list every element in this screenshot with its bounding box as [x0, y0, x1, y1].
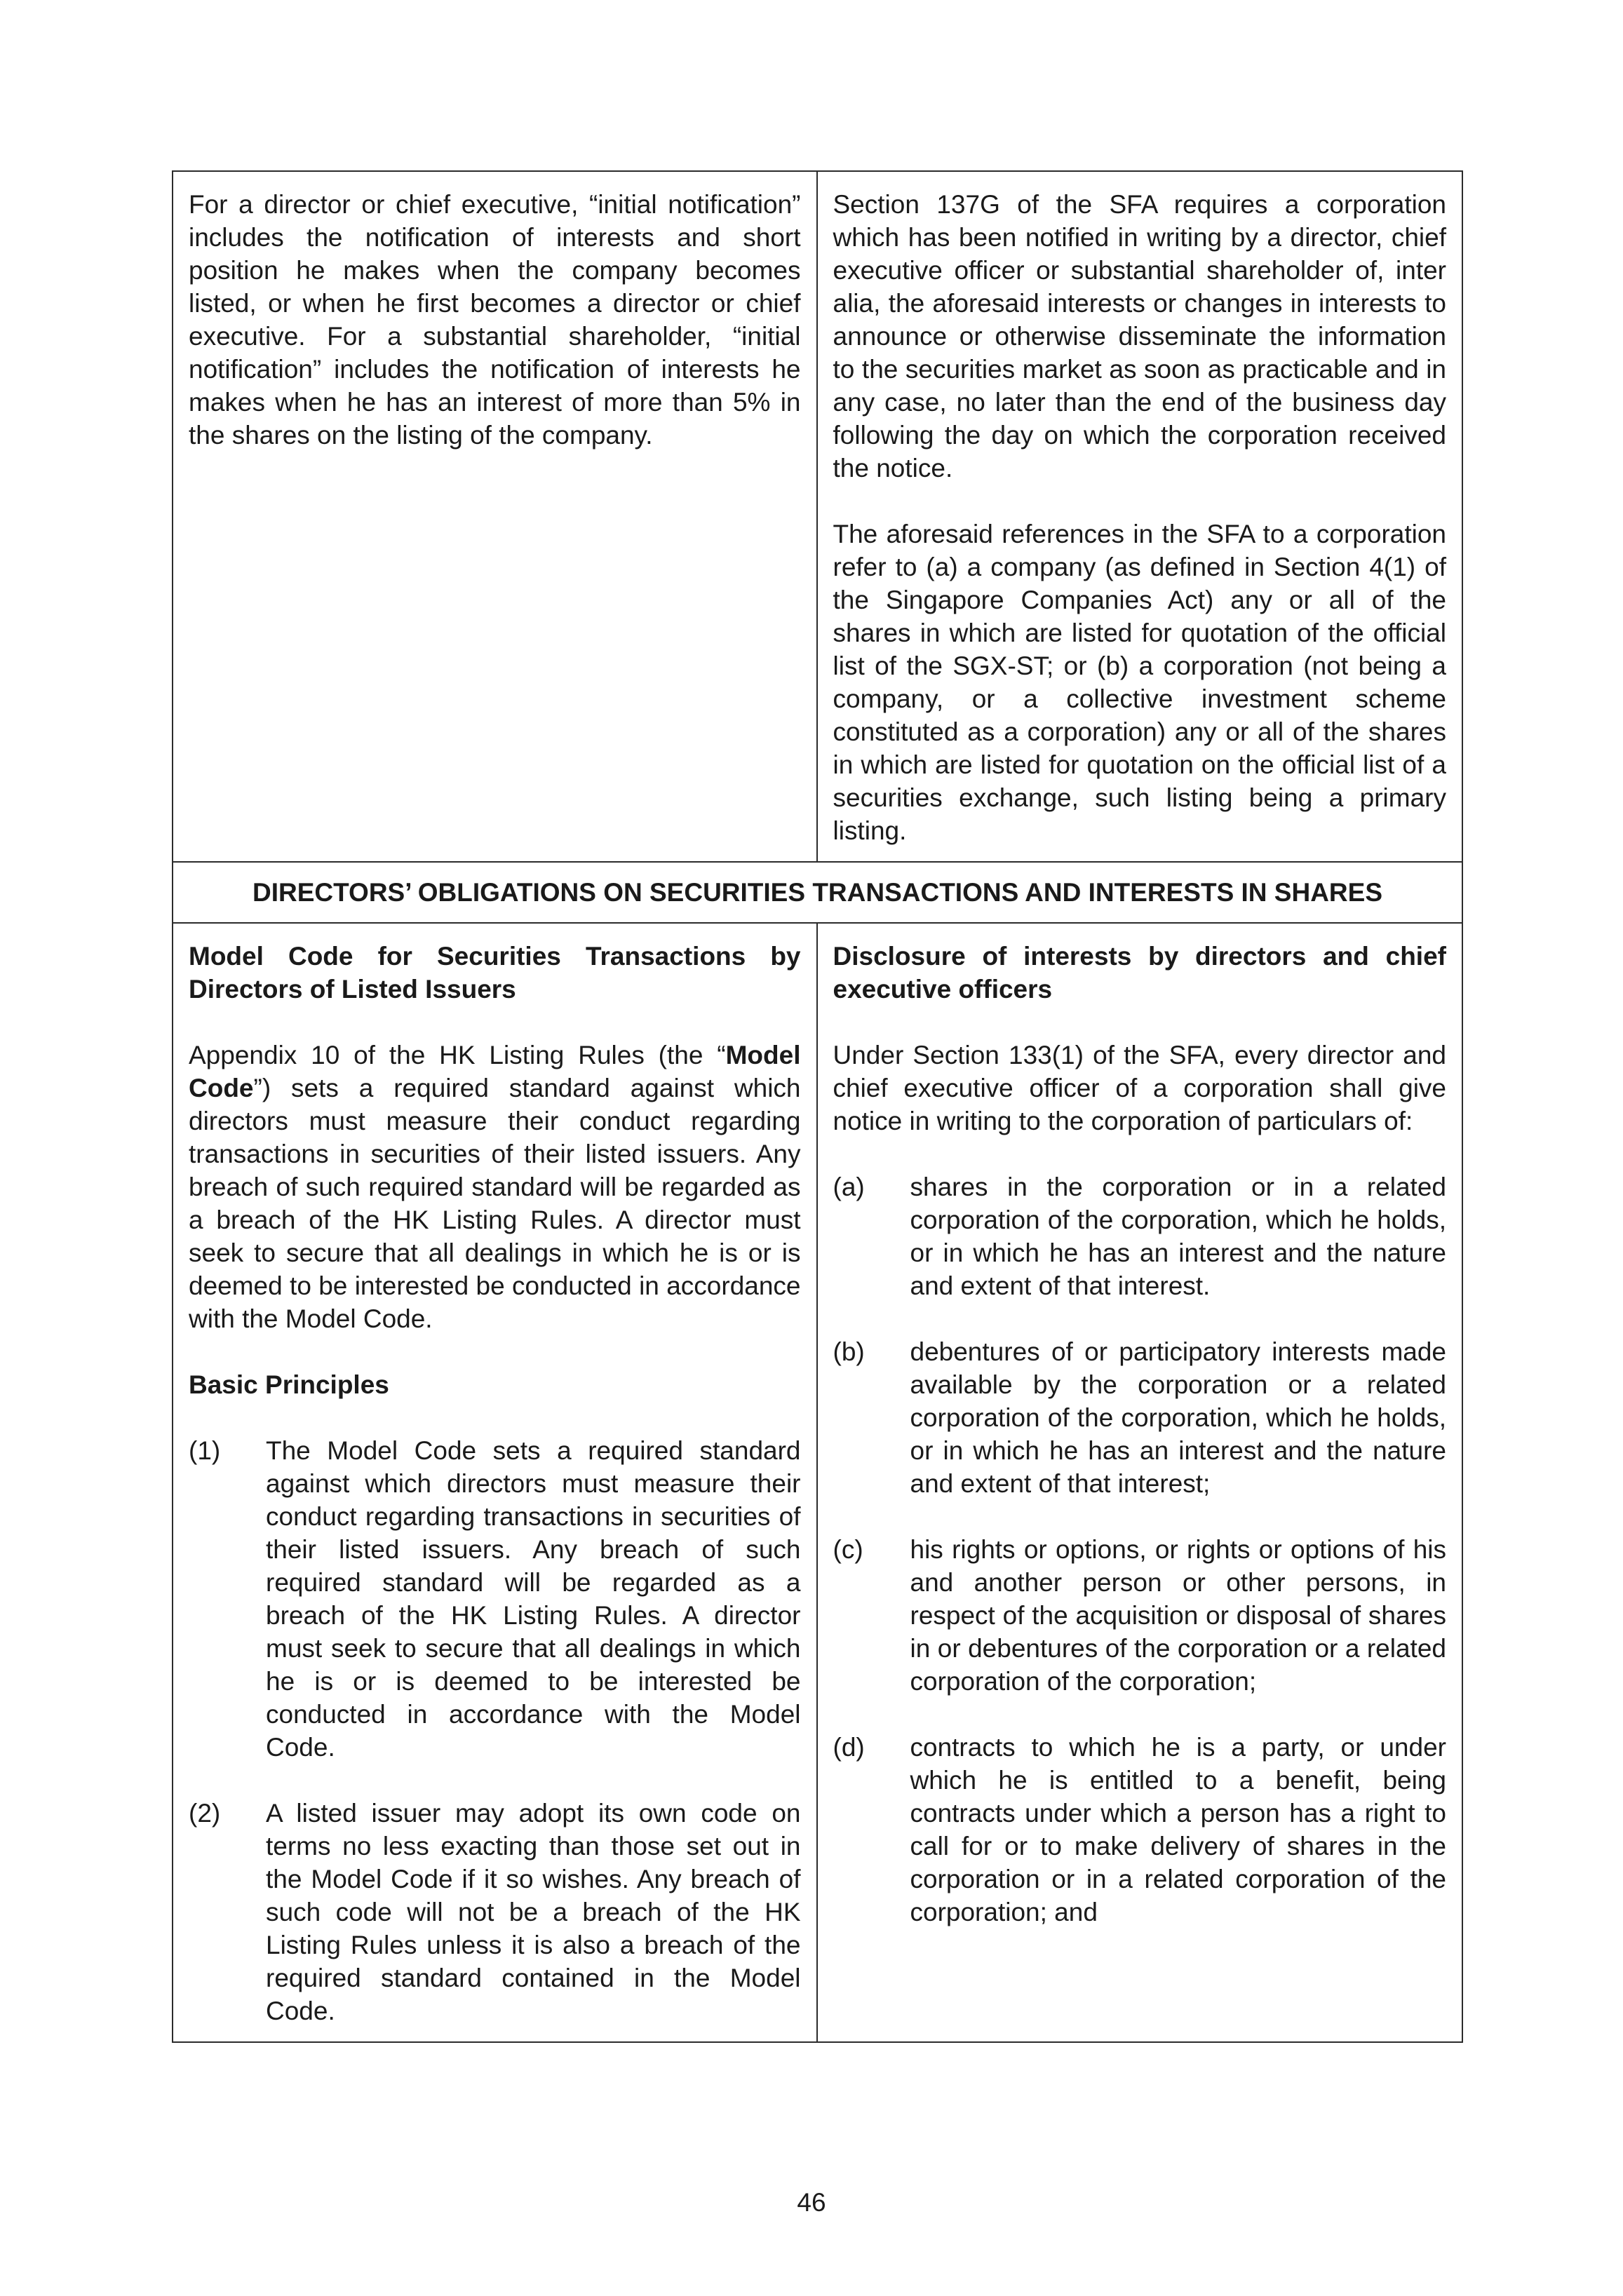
list-item-number: (c) [833, 1535, 863, 1564]
disclosure-intro: Under Section 133(1) of the SFA, every director and chief executive officer of a corporation shall give notice in writing to the corporation of particulars of: [833, 1041, 1446, 1135]
page-number: 46 [797, 2188, 826, 2217]
table-row [173, 922, 1462, 2041]
model-code-intro [189, 1039, 801, 1335]
table-cell-right [818, 924, 1462, 2041]
table-row [173, 172, 1462, 861]
table-cell-left [173, 172, 818, 861]
disclosure-heading: Disclosure of interests by directors and chief executive officers [833, 942, 1446, 1004]
list-item-number: (b) [833, 1337, 865, 1366]
list-item-text: his rights or options, or rights or options of his and another person or other persons, in respect of the acquisition or disposal of shares in or debentures of the corporation or a related corporation of the corporation; [910, 1535, 1446, 1696]
table-cell-right [818, 172, 1462, 861]
list-item-text: shares in the corporation or in a related corporation of the corporation, which he holds, or in which he has an interest and the nature and extent of that interest. [910, 1173, 1446, 1300]
list-item [189, 1797, 801, 2027]
list-item-text: The Model Code sets a required standard against which directors must measure their conduct regarding transactions in securities of their listed issuers. Any breach of such required standard will be regarded as a breach of the HK Listing Rules. A director must seek to secure that all dealings in which he is or is deemed to be interested be conducted in accordance with the Model Code. [266, 1436, 801, 1762]
section-137g-paragraph: Section 137G of the SFA requires a corporation which has been notified in writing by a director, chief executive officer or substantial shareholder of, inter alia, the aforesaid interests or changes in interests to announce or otherwise disseminate the information to the securities market as soon as practicable and in any case, no later than the end of the business day following the day on which the corporation received the notice. [833, 190, 1446, 482]
corporation-reference-paragraph: The aforesaid references in the SFA to a corporation refer to (a) a company (as defined in Section 4(1) of the Singapore Companies Act) any or all of the shares in which are listed for quotation of the official list of the SGX-ST; or (b) a corporation (not being a company, or a collective investment scheme constituted as a corporation) any or all of the shares in which are listed for quotation on the official list of a securities exchange, such listing being a primary listing. [833, 520, 1446, 845]
intro-bold-term: Model Code [189, 1041, 801, 1102]
initial-notification-paragraph: For a director or chief executive, “initial notification” includes the notification of interests and short position he makes when the company becomes listed, or when he first becomes a director or chief executive. For a substantial shareholder, “initial notification” includes the notification of interests he makes when he has an interest of more than 5% in the shares on the listing of the company. [189, 190, 801, 450]
list-item [189, 1434, 801, 1764]
list-item-number: (a) [833, 1173, 865, 1201]
list-item [833, 1335, 1447, 1500]
table-row [173, 861, 1462, 922]
section-header: DIRECTORS’ OBLIGATIONS ON SECURITIES TRANSACTIONS AND INTERESTS IN SHARES [252, 878, 1382, 907]
comparison-table [172, 170, 1463, 2043]
list-item-text: A listed issuer may adopt its own code on terms no less exacting than those set out in the Model Code if it so wishes. Any breach of such code will not be a breach of the HK Listing Rules unless it is also a breach of the required standard contained in the Model Code. [266, 1799, 801, 2025]
list-item [833, 1170, 1447, 1302]
table-cell-left [173, 924, 818, 2041]
intro-text: ”) sets a required standard against which directors must measure their conduct regarding transactions in securities of their listed issuers. Any breach of such required standard will be regarded as a breach of the HK Listing Rules. A director must seek to secure that all dealings in which he is or is deemed to be interested be conducted in accordance with the Model Code. [189, 1074, 801, 1333]
list-item-number: (1) [189, 1436, 221, 1465]
list-item [833, 1731, 1447, 1929]
list-item-text: contracts to which he is a party, or under which he is entitled to a benefit, being contracts under which a person has a right to call for or to make delivery of shares in the corporation or in a related corporation of the corporation; and [910, 1733, 1446, 1926]
model-code-heading: Model Code for Securities Transactions by Directors of Listed Issuers [189, 942, 801, 1004]
list-item-number: (d) [833, 1733, 865, 1762]
list-item [833, 1533, 1447, 1698]
intro-text: Appendix 10 of the HK Listing Rules (the “ [189, 1041, 726, 1069]
list-item-number: (2) [189, 1799, 221, 1828]
list-item-text: debentures of or participatory interests made available by the corporation or a related corporation of the corporation, which he holds, or in which he has an interest and the nature and extent of that interest; [910, 1337, 1446, 1498]
basic-principles-heading: Basic Principles [189, 1370, 389, 1399]
